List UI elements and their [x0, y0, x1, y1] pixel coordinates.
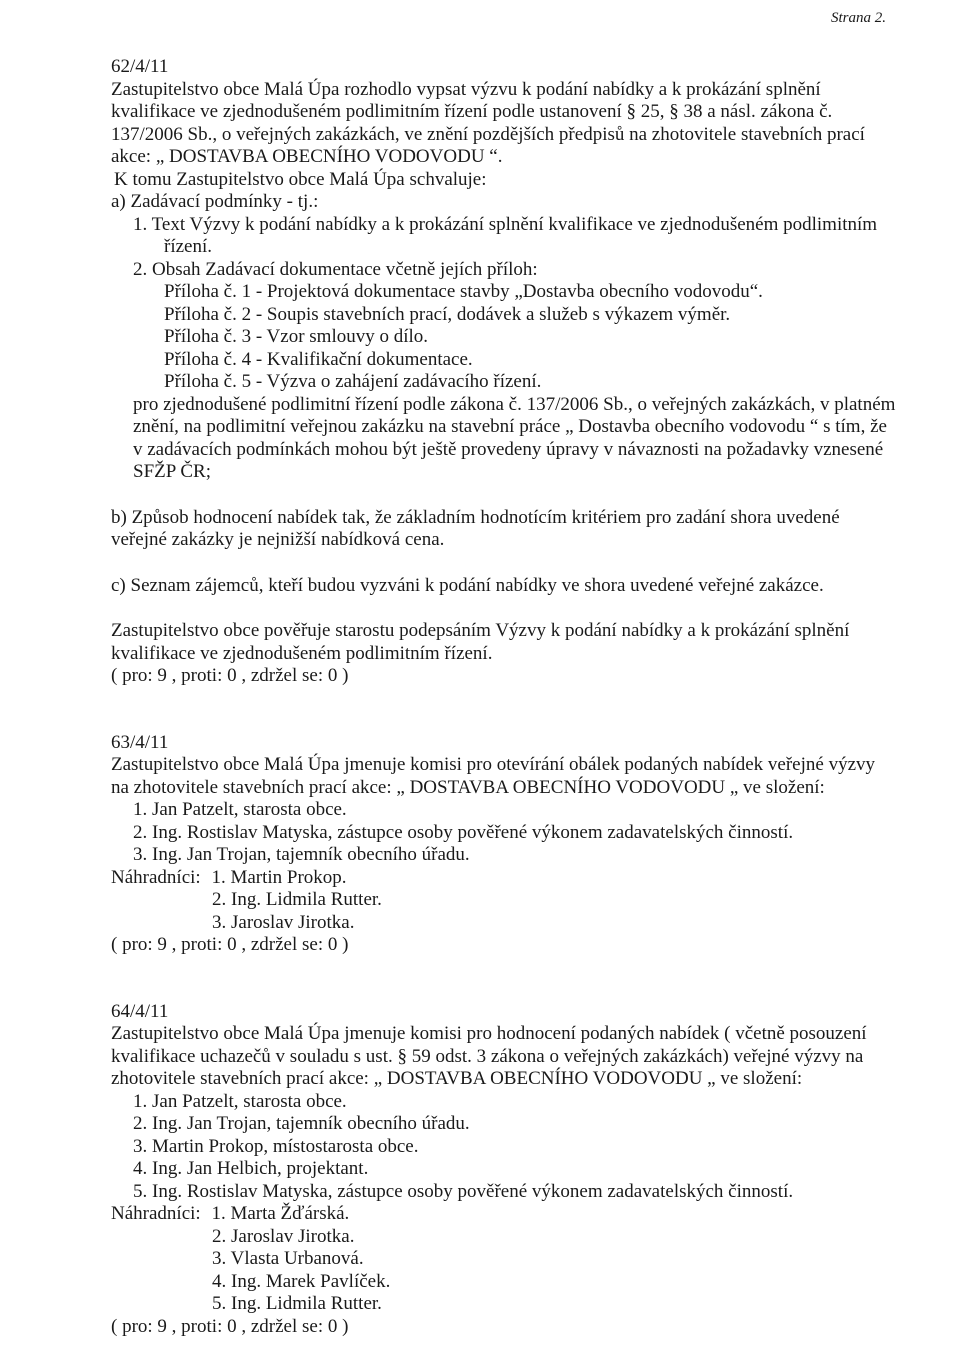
paragraph-line: 137/2006 Sb., o veřejných zakázkách, ve znění pozdějších předpisů na zhotovitele stavebních prací — [111, 123, 865, 145]
page-number: Strana 2. — [830, 10, 886, 26]
vote-result: ( pro: 9 , proti: 0 , zdržel se: 0 ) — [111, 934, 349, 955]
member-item: 4. Ing. Jan Helbich, projektant. — [133, 1158, 369, 1179]
mandate-line: Zastupitelstvo obce pověřuje starostu podepsáním Výzvy k podání nabídky a k prokázání splnění — [111, 620, 850, 641]
resolution-63 — [111, 732, 917, 957]
point-c: c) Seznam zájemců, kteří budou vyzváni k podání nabídky ve shora uvedené veřejné zakázce. — [111, 574, 824, 596]
substitute-item: 2. Ing. Lidmila Rutter. — [212, 889, 382, 910]
paragraph-line: Zastupitelstvo obce Malá Úpa jmenuje komisi pro otevírání obálek podaných nabídek veřejné výzvy — [111, 754, 875, 775]
paragraph-line: Zastupitelstvo obce Malá Úpa jmenuje komisi pro hodnocení podaných nabídek ( včetně posouzení — [111, 1023, 867, 1044]
paragraph-line: Zastupitelstvo obce Malá Úpa rozhodlo vypsat výzvu k podání nabídky a k prokázání splnění — [111, 78, 821, 100]
member-item: 3. Martin Prokop, místostarosta obce. — [133, 1135, 419, 1157]
paragraph-line: kvalifikace ve zjednodušeném podlimitním řízení podle ustanovení § 25, § 38 a násl. zákona č. — [111, 101, 833, 122]
attachment-item: Příloha č. 2 - Soupis stavebních prací, dodávek a služeb s výkazem výměr. — [164, 303, 731, 325]
document-body — [111, 56, 917, 1338]
substitute-item: 5. Ing. Lidmila Rutter. — [212, 1293, 382, 1314]
approve-line: K tomu Zastupitelstvo obce Malá Úpa schvaluje: — [114, 168, 487, 190]
substitutes-row — [111, 1203, 917, 1226]
resolution-number: 64/4/11 — [111, 1000, 169, 1022]
substitute-item: 3. Jaroslav Jirotka. — [212, 911, 355, 933]
member-item: 1. Jan Patzelt, starosta obce. — [133, 799, 347, 820]
paragraph-line: kvalifikace uchazečů v souladu s ust. § 59 odst. 3 zákona o veřejných zakázkách) veřejné výzvy na — [111, 1045, 864, 1067]
attachment-item: Příloha č. 1 - Projektová dokumentace stavby „Dostavba obecního vodovodu“. — [164, 281, 763, 302]
resolution-64 — [111, 1001, 917, 1339]
member-item: 5. Ing. Rostislav Matyska, zástupce osoby pověřené výkonem zadavatelských činností. — [133, 1180, 794, 1202]
list-item-continuation: řízení. — [164, 236, 213, 257]
substitutes-row — [111, 867, 917, 890]
resolution-62 — [111, 56, 917, 688]
point-b: b) Způsob hodnocení nabídek tak, že základním hodnotícím kritériem pro zadání shora uvedené — [111, 506, 840, 528]
point-a: a) Zadávací podmínky - tj.: — [111, 191, 319, 212]
note-line: SFŽP ČR; — [133, 461, 211, 482]
note-line: v zadávacích podmínkách mohou být ještě provedeny úpravy v návaznosti na požadavky vznesené — [133, 438, 884, 460]
substitute-item: 4. Ing. Marek Pavlíček. — [212, 1270, 391, 1292]
substitutes-label: Náhradníci: — [111, 1203, 201, 1224]
substitutes-label: Náhradníci: — [111, 866, 201, 888]
paragraph-line: zhotovitele stavebních prací akce: „ DOSTAVBA OBECNÍHO VODOVODU „ ve složení: — [111, 1068, 803, 1089]
member-item: 1. Jan Patzelt, starosta obce. — [133, 1090, 347, 1112]
member-item: 2. Ing. Rostislav Matyska, zástupce osoby pověřené výkonem zadavatelských činností. — [133, 821, 794, 843]
paragraph-line: na zhotovitele stavebních prací akce: „ DOSTAVBA OBECNÍHO VODOVODU „ ve složení: — [111, 776, 825, 798]
resolution-number: 63/4/11 — [111, 731, 169, 753]
vote-result: ( pro: 9 , proti: 0 , zdržel se: 0 ) — [111, 665, 349, 686]
attachment-item: Příloha č. 3 - Vzor smlouvy o dílo. — [164, 326, 429, 347]
list-item: 1. Text Výzvy k podání nabídky a k prokázání splnění kvalifikace ve zjednodušeném podlimitním — [133, 213, 878, 235]
resolution-number: 62/4/11 — [111, 56, 169, 77]
substitute-item: 3. Vlasta Urbanová. — [212, 1248, 364, 1269]
substitute-item: 1. Marta Žďárská. — [211, 1203, 350, 1224]
substitute-item: 1. Martin Prokop. — [211, 866, 347, 888]
note-line: znění, na podlimitní veřejnou zakázku na stavební práce „ Dostavba obecního vodovodu “ s tím, že — [133, 416, 887, 437]
member-item: 2. Ing. Jan Trojan, tajemník obecního úřadu. — [133, 1113, 470, 1134]
attachment-item: Příloha č. 5 - Výzva o zahájení zadávacího řízení. — [164, 371, 542, 392]
list-item: 2. Obsah Zadávací dokumentace včetně jejích příloh: — [133, 258, 538, 280]
attachment-item: Příloha č. 4 - Kvalifikační dokumentace. — [164, 348, 473, 370]
mandate-line: kvalifikace ve zjednodušeném podlimitním řízení. — [111, 642, 493, 664]
note-line: pro zjednodušené podlimitní řízení podle zákona č. 137/2006 Sb., o veřejných zakázkách, v platném — [133, 393, 896, 415]
member-item: 3. Ing. Jan Trojan, tajemník obecního úřadu. — [133, 844, 470, 865]
vote-result: ( pro: 9 , proti: 0 , zdržel se: 0 ) — [111, 1315, 349, 1337]
substitute-item: 2. Jaroslav Jirotka. — [212, 1225, 355, 1247]
point-b-continuation: veřejné zakázky je nejnižší nabídková cena. — [111, 529, 445, 550]
paragraph-line: akce: „ DOSTAVBA OBECNÍHO VODOVODU “. — [111, 146, 503, 167]
